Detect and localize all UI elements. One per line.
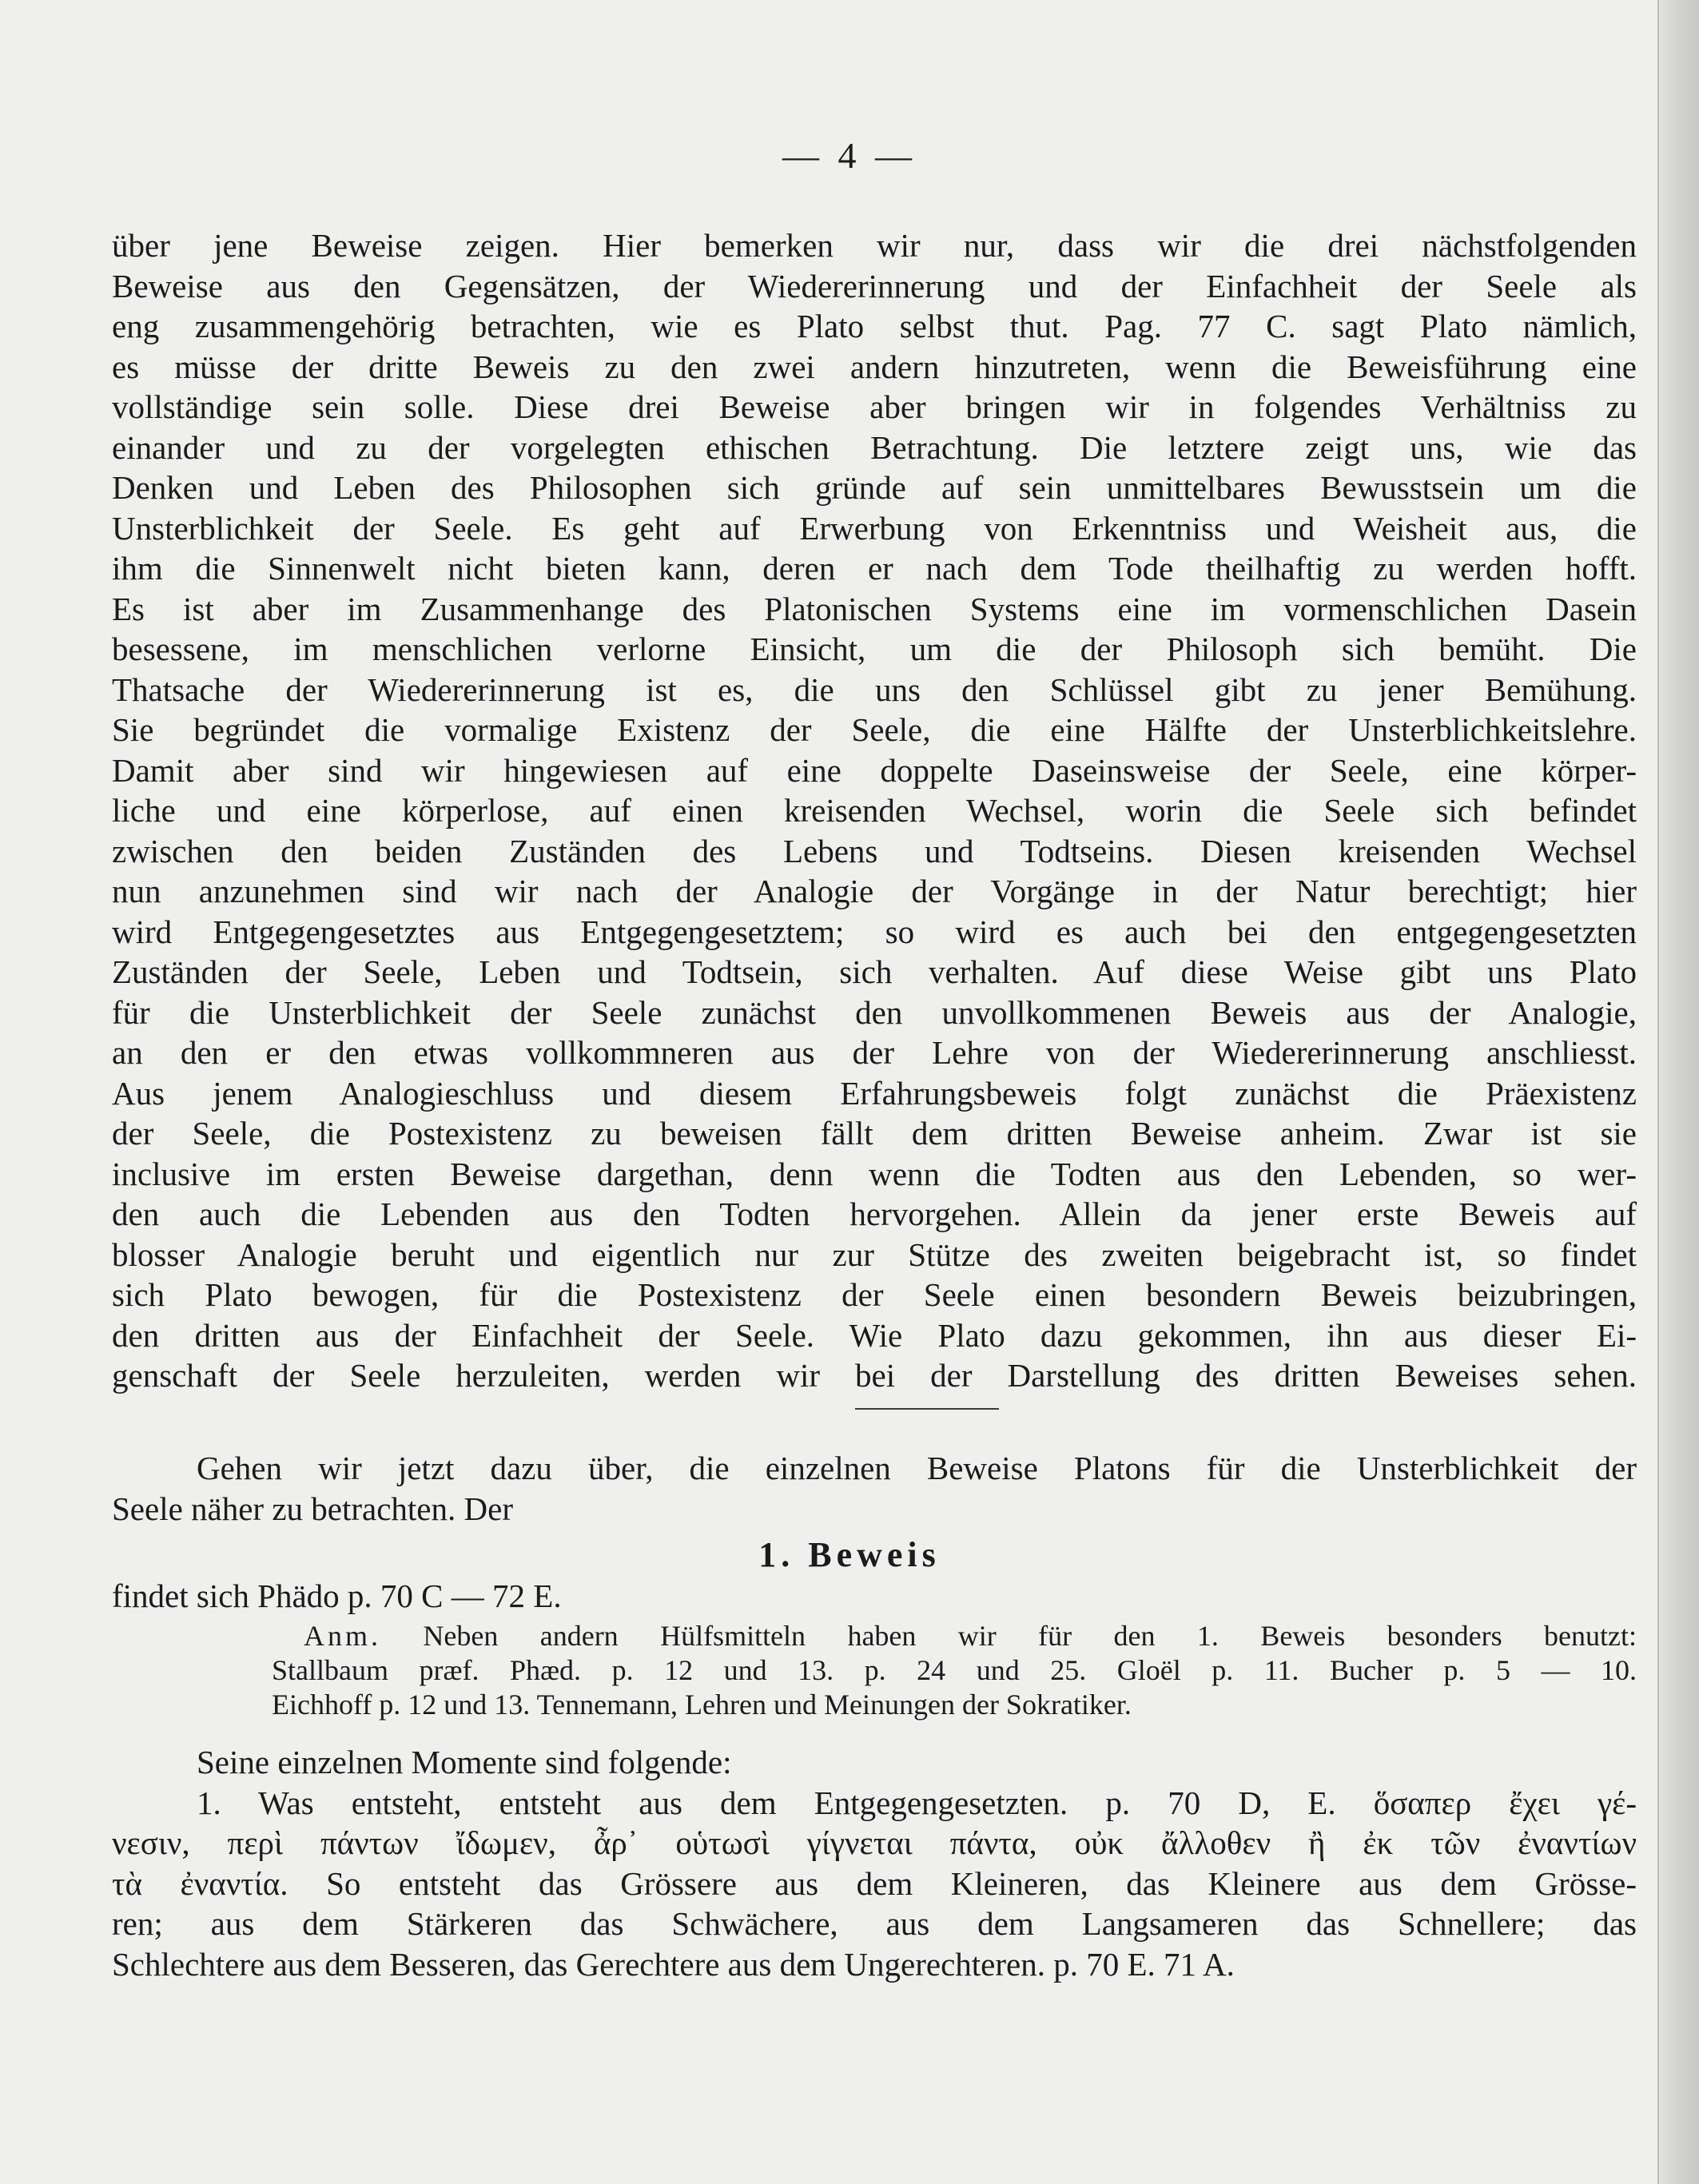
intro-paragraph <box>112 1448 1637 1529</box>
text-line: wird Entgegengesetztes aus Entgegengesetztem; so wird es auch bei den entgegengesetzten <box>112 913 1637 950</box>
text-line: Beweise aus den Gegensätzen, der Wiedererinnerung und der Einfachheit der Seele als <box>112 267 1637 304</box>
text-line: blosser Analogie beruht und eigentlich nur zur Stütze des zweiten beigebracht ist, so findet <box>112 1235 1637 1273</box>
section-heading: 1. Beweis <box>758 1535 941 1574</box>
text-line: den auch die Lebenden aus den Todten hervorgehen. Allein da jener erste Beweis auf <box>112 1195 1637 1232</box>
text-line-greek: νεσιν, περὶ πάντων ἴδωμεν, ἆρ᾽ οὑτωσὶ γίγνεται πάντα, οὐκ ἄλλοθεν ἢ ἐκ τῶν ἐναντίων <box>112 1824 1637 1861</box>
text-line: ren; aus dem Stärkeren das Schwächere, aus dem Langsameren das Schnellere; das <box>112 1905 1637 1942</box>
text-line: Damit aber sind wir hingewiesen auf eine doppelte Daseinsweise der Seele, eine körper- <box>112 751 1637 789</box>
section-divider <box>855 1408 999 1410</box>
text-line: Es ist aber im Zusammenhange des Platonischen Systems eine im vormenschlichen Dasein <box>112 590 1637 627</box>
text-line: zwischen den beiden Zuständen des Lebens und Todtseins. Diesen kreisenden Wechsel <box>112 832 1637 869</box>
text-line: τὰ ἐναντία. So entsteht das Grössere aus dem Kleineren, das Kleinere aus dem Grösse- <box>112 1864 1637 1902</box>
text-line: für die Unsterblichkeit der Seele zunächst den unvollkommenen Beweis aus der Analogie, <box>112 993 1637 1031</box>
page-number: — 4 — <box>782 135 917 176</box>
text-line: der Seele, die Postexistenz zu beweisen fällt dem dritten Beweise anheim. Zwar ist sie <box>112 1115 1637 1152</box>
text-line: Sie begründet die vormalige Existenz der Seele, die eine Hälfte der Unsterblichkeitslehre. <box>112 711 1637 748</box>
text-line: sich Plato bewogen, für die Postexistenz der Seele einen besondern Beweis beizubringen, <box>112 1276 1637 1313</box>
note-label: Anm. <box>304 1620 381 1652</box>
text-line: nun anzunehmen sind wir nach der Analogie der Vorgänge in der Natur berechtigt; hier <box>112 873 1637 909</box>
text-line: es müsse der dritte Beweis zu den zwei andern hinzutreten, wenn die Beweisführung eine <box>112 348 1637 385</box>
text-line: inclusive im ersten Beweise dargethan, denn wenn die Todten aus den Lebenden, so wer- <box>112 1155 1637 1192</box>
note-line: Stallbaum præf. Phæd. p. 12 und 13. p. 24 und 25. Gloël p. 11. Bucher p. 5 — 10. <box>272 1654 1637 1686</box>
text-line: vollständige sein solle. Diese drei Beweise aber bringen wir in folgendes Verhältniss zu <box>112 388 1637 425</box>
text-line: Schlechtere aus dem Besseren, das Gerechtere aus dem Ungerechteren. p. 70 E. 71 A. <box>112 1945 1235 1983</box>
source-reference <box>112 1576 1637 1617</box>
text-line: Zuständen der Seele, Leben und Todtsein, sich verhalten. Auf diese Weise gibt uns Plato <box>112 953 1637 990</box>
text-line: liche und eine körperlose, auf einen kreisenden Wechsel, worin die Seele sich befindet <box>112 792 1637 829</box>
text-line: Denken und Leben des Philosophen sich gründe auf sein unmittelbares Bewusstsein um die <box>112 469 1637 506</box>
moments-paragraph <box>112 1742 1637 1984</box>
text-line: findet sich Phädo p. 70 C — 72 E. <box>112 1577 562 1614</box>
main-paragraph <box>112 225 1637 1396</box>
text-line: Seele näher zu betrachten. Der <box>112 1490 513 1527</box>
text-line: Thatsache der Wiedererinnerung ist es, die uns den Schlüssel gibt zu jener Bemühung. <box>112 670 1637 708</box>
text-line: eng zusammengehörig betrachten, wie es Plato selbst thut. Pag. 77 C. sagt Plato nämlich, <box>112 308 1637 344</box>
text-line: 1. Was entsteht, entsteht aus dem Entgegengesetzten. p. 70 D, E. ὅσαπερ ἔχει γέ- <box>197 1784 1637 1821</box>
text-line: Unsterblichkeit der Seele. Es geht auf Erwerbung von Erkenntniss und Weisheit aus, die <box>112 509 1637 547</box>
text-line: ihm die Sinnenwelt nicht bieten kann, deren er nach dem Tode theilhaftig zu werden hofft. <box>112 550 1637 587</box>
note-line <box>112 1619 1637 1653</box>
text-line: Gehen wir jetzt dazu über, die einzelnen Beweise Platons für die Unsterblichkeit der <box>197 1450 1637 1486</box>
text-line: Aus jenem Analogieschluss und diesem Erfahrungsbeweis folgt zunächst die Präexistenz <box>112 1074 1637 1112</box>
text-line: den dritten aus der Einfachheit der Seele. Wie Plato dazu gekommen, ihn aus dieser Ei- <box>112 1316 1637 1354</box>
page-edge <box>1657 0 1699 2184</box>
annotation-note <box>112 1619 1637 1722</box>
text-line: über jene Beweise zeigen. Hier bemerken wir nur, dass wir die drei nächstfolgenden <box>112 227 1637 264</box>
text-line: genschaft der Seele herzuleiten, werden wir bei der Darstellung des dritten Beweises sehen. <box>112 1357 1637 1394</box>
text-line: einander und zu der vorgelegten ethischen Betrachtung. Die letztere zeigt uns, wie das <box>112 428 1637 466</box>
text-line: Seine einzelnen Momente sind folgende: <box>197 1744 732 1780</box>
text-line: besessene, im menschlichen verlorne Einsicht, um die der Philosoph sich bemüht. Die <box>112 631 1637 667</box>
text-line: an den er den etwas vollkommneren aus der Lehre von der Wiedererinnerung anschliesst. <box>112 1034 1637 1071</box>
note-line: Eichhoff p. 12 und 13. Tennemann, Lehren und Meinungen der Sokratiker. <box>272 1689 1132 1721</box>
note-text: Neben andern Hülfsmitteln haben wir für den 1. Beweis besonders benutzt: <box>423 1620 1637 1652</box>
